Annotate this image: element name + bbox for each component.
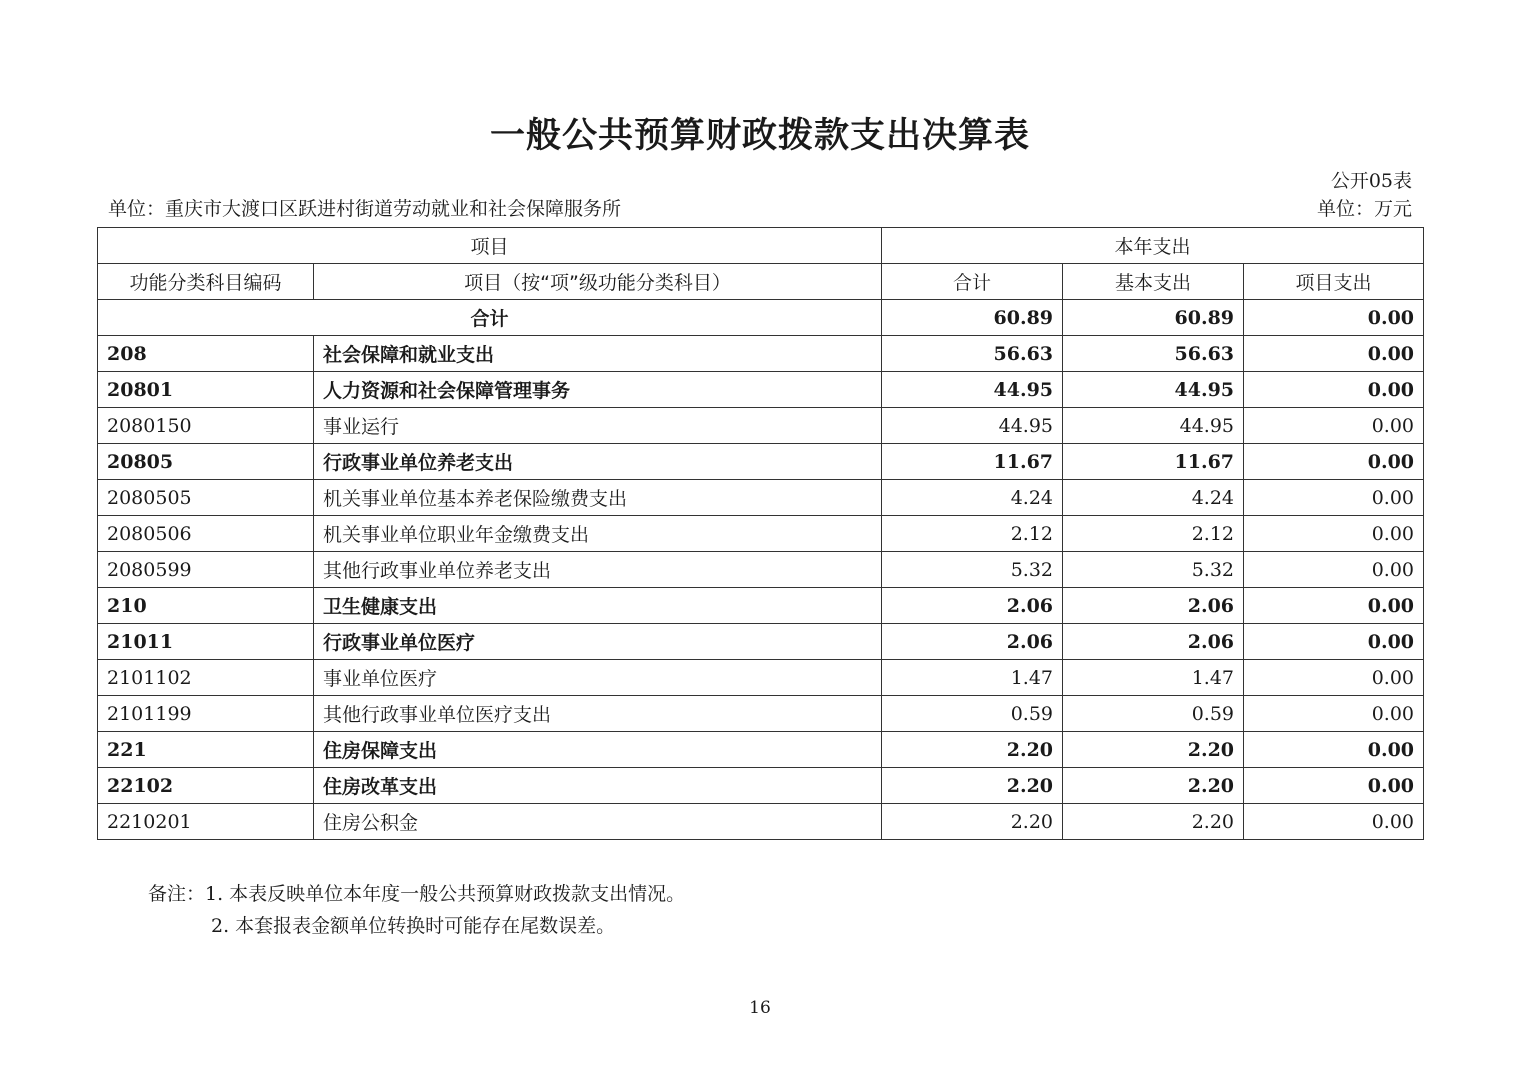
- row-program: 0.00: [1244, 408, 1424, 444]
- row-code: 221: [98, 732, 314, 768]
- table-row: [98, 372, 1424, 408]
- table-row: [98, 660, 1424, 696]
- table-row: [98, 408, 1424, 444]
- row-program: 0.00: [1244, 804, 1424, 840]
- row-code: 22102: [98, 768, 314, 804]
- total-basic: 60.89: [1063, 300, 1244, 336]
- row-name: 人力资源和社会保障管理事务: [314, 372, 882, 408]
- note-line-1: 备注：1. 本表反映单位本年度一般公共预算财政拨款支出情况。: [148, 883, 686, 905]
- row-total: 44.95: [882, 372, 1063, 408]
- table-row: [98, 768, 1424, 804]
- row-program: 0.00: [1244, 660, 1424, 696]
- total-row: [98, 300, 1424, 336]
- row-name: 其他行政事业单位养老支出: [314, 552, 882, 588]
- row-name: 机关事业单位基本养老保险缴费支出: [314, 480, 882, 516]
- row-total: 2.06: [882, 624, 1063, 660]
- table-row: [98, 516, 1424, 552]
- row-program: 0.00: [1244, 552, 1424, 588]
- row-name: 行政事业单位医疗: [314, 624, 882, 660]
- form-number: 公开05表: [1330, 170, 1412, 192]
- row-program: 0.00: [1244, 480, 1424, 516]
- total-program: 0.00: [1244, 300, 1424, 336]
- row-code: 2080506: [98, 516, 314, 552]
- row-basic: 2.06: [1063, 588, 1244, 624]
- row-name: 住房改革支出: [314, 768, 882, 804]
- row-code: 2210201: [98, 804, 314, 840]
- page-number: 16: [749, 998, 771, 1018]
- notes: [148, 878, 685, 942]
- row-name: 住房保障支出: [314, 732, 882, 768]
- row-basic: 2.12: [1063, 516, 1244, 552]
- table-row: [98, 552, 1424, 588]
- row-basic: 2.20: [1063, 768, 1244, 804]
- row-code: 20801: [98, 372, 314, 408]
- row-total: 2.12: [882, 516, 1063, 552]
- table-row: [98, 696, 1424, 732]
- table-row: [98, 336, 1424, 372]
- row-basic: 11.67: [1063, 444, 1244, 480]
- page-title: 一般公共预算财政拨款支出决算表: [489, 116, 1030, 156]
- header-code: 功能分类科目编码: [98, 264, 314, 300]
- row-code: 20805: [98, 444, 314, 480]
- row-program: 0.00: [1244, 624, 1424, 660]
- row-program: 0.00: [1244, 588, 1424, 624]
- row-basic: 56.63: [1063, 336, 1244, 372]
- row-basic: 44.95: [1063, 408, 1244, 444]
- row-basic: 2.20: [1063, 732, 1244, 768]
- reporting-unit: 单位：重庆市大渡口区跃进村街道劳动就业和社会保障服务所: [108, 198, 622, 220]
- row-total: 1.47: [882, 660, 1063, 696]
- row-program: 0.00: [1244, 372, 1424, 408]
- row-total: 4.24: [882, 480, 1063, 516]
- row-code: 210: [98, 588, 314, 624]
- row-name: 卫生健康支出: [314, 588, 882, 624]
- row-code: 2080150: [98, 408, 314, 444]
- budget-table: [97, 227, 1424, 840]
- table-row: [98, 732, 1424, 768]
- row-code: 2080505: [98, 480, 314, 516]
- row-basic: 2.06: [1063, 624, 1244, 660]
- row-total: 2.20: [882, 732, 1063, 768]
- header-total: 合计: [882, 264, 1063, 300]
- row-total: 0.59: [882, 696, 1063, 732]
- row-name: 住房公积金: [314, 804, 882, 840]
- header-current-year: 本年支出: [882, 228, 1424, 264]
- row-name: 社会保障和就业支出: [314, 336, 882, 372]
- row-code: 2080599: [98, 552, 314, 588]
- row-total: 11.67: [882, 444, 1063, 480]
- row-total: 2.06: [882, 588, 1063, 624]
- row-name: 机关事业单位职业年金缴费支出: [314, 516, 882, 552]
- row-basic: 4.24: [1063, 480, 1244, 516]
- row-total: 56.63: [882, 336, 1063, 372]
- row-program: 0.00: [1244, 768, 1424, 804]
- table-row: [98, 804, 1424, 840]
- header-program: 项目支出: [1244, 264, 1424, 300]
- table-row: [98, 588, 1424, 624]
- header-basic: 基本支出: [1063, 264, 1244, 300]
- total-sum: 60.89: [882, 300, 1063, 336]
- table-row: [98, 444, 1424, 480]
- row-program: 0.00: [1244, 516, 1424, 552]
- row-program: 0.00: [1244, 732, 1424, 768]
- row-program: 0.00: [1244, 336, 1424, 372]
- row-code: 208: [98, 336, 314, 372]
- row-code: 21011: [98, 624, 314, 660]
- money-unit: 单位：万元: [1316, 198, 1412, 220]
- row-basic: 5.32: [1063, 552, 1244, 588]
- row-name: 事业运行: [314, 408, 882, 444]
- row-basic: 2.20: [1063, 804, 1244, 840]
- total-label: 合计: [98, 300, 882, 336]
- row-program: 0.00: [1244, 696, 1424, 732]
- row-total: 2.20: [882, 768, 1063, 804]
- table-row: [98, 624, 1424, 660]
- row-name: 其他行政事业单位医疗支出: [314, 696, 882, 732]
- header-project: 项目: [98, 228, 882, 264]
- row-basic: 0.59: [1063, 696, 1244, 732]
- row-code: 2101199: [98, 696, 314, 732]
- row-program: 0.00: [1244, 444, 1424, 480]
- row-total: 5.32: [882, 552, 1063, 588]
- header-name: 项目（按“项”级功能分类科目）: [314, 264, 882, 300]
- table-row: [98, 480, 1424, 516]
- row-name: 行政事业单位养老支出: [314, 444, 882, 480]
- note-line-2: 2. 本套报表金额单位转换时可能存在尾数误差。: [211, 915, 616, 937]
- row-name: 事业单位医疗: [314, 660, 882, 696]
- row-code: 2101102: [98, 660, 314, 696]
- row-total: 2.20: [882, 804, 1063, 840]
- row-basic: 1.47: [1063, 660, 1244, 696]
- row-total: 44.95: [882, 408, 1063, 444]
- row-basic: 44.95: [1063, 372, 1244, 408]
